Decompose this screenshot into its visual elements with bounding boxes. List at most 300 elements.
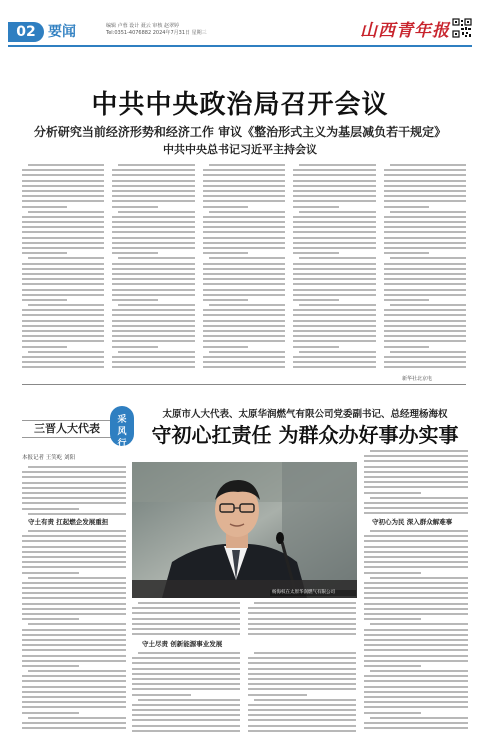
text-line xyxy=(370,623,468,625)
text-line xyxy=(112,174,194,176)
text-line xyxy=(384,221,466,223)
section-name: 要闻 xyxy=(48,24,76,40)
feature-text-column xyxy=(248,652,356,736)
text-line xyxy=(22,572,79,574)
text-line xyxy=(364,597,468,599)
lead-story-byline: 新华社北京电 xyxy=(402,376,433,382)
text-line xyxy=(299,304,375,306)
text-line xyxy=(293,309,375,311)
text-line xyxy=(112,200,194,202)
column-badge xyxy=(22,415,130,449)
text-line xyxy=(22,366,104,368)
text-line xyxy=(364,492,421,494)
text-line xyxy=(364,655,468,657)
text-line xyxy=(248,633,356,635)
text-line xyxy=(293,299,338,301)
text-line xyxy=(293,278,375,280)
text-line xyxy=(112,206,157,208)
text-line xyxy=(364,507,468,509)
text-line xyxy=(132,618,240,620)
text-line xyxy=(132,657,240,659)
text-line xyxy=(299,211,375,213)
text-line xyxy=(293,231,375,233)
text-line xyxy=(22,283,104,285)
feature-text-column xyxy=(22,466,126,516)
text-line xyxy=(22,712,79,714)
text-line xyxy=(22,200,104,202)
text-line xyxy=(28,530,126,532)
text-line xyxy=(22,722,126,724)
text-line xyxy=(22,330,104,332)
text-line xyxy=(364,481,468,483)
text-line xyxy=(132,623,240,625)
text-line xyxy=(203,335,285,337)
text-line xyxy=(248,704,356,706)
text-line xyxy=(28,466,126,468)
text-line xyxy=(22,665,79,667)
text-line xyxy=(293,289,375,291)
text-line xyxy=(293,361,375,363)
text-line xyxy=(384,174,466,176)
text-line xyxy=(132,673,240,675)
text-line xyxy=(22,686,126,688)
text-line xyxy=(203,273,285,275)
feature-text-column xyxy=(364,450,468,516)
text-line xyxy=(203,169,285,171)
text-line xyxy=(203,309,285,311)
text-line xyxy=(112,320,194,322)
text-line xyxy=(209,164,285,166)
text-line xyxy=(364,561,468,563)
text-line xyxy=(118,211,194,213)
text-line xyxy=(370,577,468,579)
section-divider xyxy=(22,384,466,385)
text-line xyxy=(384,346,429,348)
text-line xyxy=(112,185,194,187)
text-line xyxy=(132,662,240,664)
text-line xyxy=(299,351,375,353)
text-line xyxy=(112,169,194,171)
feature-text-column xyxy=(364,530,468,736)
text-line xyxy=(22,471,126,473)
column-seal: 采 风 行 xyxy=(110,406,134,446)
text-line xyxy=(112,226,194,228)
text-line xyxy=(384,206,429,208)
text-line xyxy=(364,455,468,457)
text-line xyxy=(22,701,126,703)
text-line xyxy=(112,361,194,363)
photo-caption: 杨海权在太原华润燃气有限公司 xyxy=(270,590,356,596)
text-line xyxy=(22,273,104,275)
text-line xyxy=(364,540,468,542)
text-line xyxy=(203,289,285,291)
text-line xyxy=(22,299,67,301)
text-line xyxy=(293,325,375,327)
text-line xyxy=(22,492,126,494)
text-line xyxy=(299,257,375,259)
text-line xyxy=(364,629,468,631)
text-line xyxy=(209,257,285,259)
text-line xyxy=(22,174,104,176)
editor-credits xyxy=(106,23,207,37)
text-line xyxy=(112,309,194,311)
text-line xyxy=(364,712,421,714)
text-line xyxy=(209,211,285,213)
text-line xyxy=(364,603,468,605)
text-line xyxy=(112,283,194,285)
text-line xyxy=(384,190,466,192)
editor-line: 编辑 卢蓉 设计 聂云 审核 赵翠婷 xyxy=(106,23,179,29)
text-line xyxy=(203,206,248,208)
text-line xyxy=(384,247,466,249)
feature-reporter: 本报记者 王笑屹 刘阳 xyxy=(22,455,75,461)
text-line xyxy=(370,717,468,719)
text-line xyxy=(112,299,157,301)
text-line xyxy=(28,304,104,306)
text-line xyxy=(28,717,126,719)
text-column xyxy=(384,164,466,376)
text-line xyxy=(364,486,468,488)
text-line xyxy=(293,320,375,322)
text-line xyxy=(293,346,338,348)
text-line xyxy=(384,263,466,265)
text-line xyxy=(248,678,356,680)
text-line xyxy=(22,335,104,337)
text-line xyxy=(112,325,194,327)
text-line xyxy=(384,252,429,254)
text-line xyxy=(364,618,421,620)
text-line xyxy=(132,709,240,711)
text-line xyxy=(22,696,126,698)
text-line xyxy=(248,714,356,716)
text-line xyxy=(112,180,194,182)
text-line xyxy=(22,268,104,270)
text-line xyxy=(384,200,466,202)
text-line xyxy=(390,351,466,353)
text-line xyxy=(22,608,126,610)
text-line xyxy=(364,727,468,729)
text-line xyxy=(364,587,468,589)
text-line xyxy=(364,476,468,478)
text-line xyxy=(203,340,285,342)
text-line xyxy=(118,164,194,166)
text-line xyxy=(248,730,356,732)
text-line xyxy=(22,340,104,342)
text-line xyxy=(112,278,194,280)
text-line xyxy=(22,289,104,291)
text-line xyxy=(112,247,194,249)
text-line xyxy=(293,268,375,270)
text-line xyxy=(22,634,126,636)
text-line xyxy=(384,366,466,368)
text-line xyxy=(22,180,104,182)
text-line xyxy=(370,670,468,672)
text-line xyxy=(22,540,126,542)
text-line xyxy=(364,665,421,667)
text-column xyxy=(293,164,375,376)
text-line xyxy=(248,668,356,670)
text-line xyxy=(364,546,468,548)
feature-text-column xyxy=(132,602,240,638)
text-line xyxy=(293,242,375,244)
text-line xyxy=(22,497,126,499)
text-line xyxy=(22,487,126,489)
text-line xyxy=(22,535,126,537)
text-line xyxy=(384,195,466,197)
text-line xyxy=(203,366,285,368)
text-line xyxy=(22,551,126,553)
text-line xyxy=(22,618,79,620)
text-line xyxy=(112,273,194,275)
portrait-image xyxy=(132,462,357,598)
portrait-photo xyxy=(132,462,357,598)
text-line xyxy=(22,706,126,708)
text-line xyxy=(364,696,468,698)
text-line xyxy=(22,185,104,187)
text-line xyxy=(203,252,248,254)
text-line xyxy=(203,180,285,182)
text-line xyxy=(364,551,468,553)
text-line xyxy=(203,294,285,296)
text-line xyxy=(112,346,157,348)
text-line xyxy=(22,309,104,311)
text-line xyxy=(293,185,375,187)
text-line xyxy=(293,237,375,239)
text-line xyxy=(384,169,466,171)
text-line xyxy=(22,508,79,510)
headline-host-line: 中共中央总书记习近平主持会议 xyxy=(163,143,317,156)
text-line xyxy=(384,237,466,239)
text-line xyxy=(22,639,126,641)
text-line xyxy=(22,169,104,171)
text-line xyxy=(384,299,429,301)
text-line xyxy=(364,460,468,462)
text-line xyxy=(132,730,240,732)
text-line xyxy=(22,325,104,327)
text-line xyxy=(132,704,240,706)
text-line xyxy=(384,216,466,218)
feature-text-column xyxy=(132,652,240,736)
text-line xyxy=(384,242,466,244)
text-line xyxy=(112,237,194,239)
text-line xyxy=(248,673,356,675)
text-line xyxy=(203,221,285,223)
text-line xyxy=(384,185,466,187)
text-line xyxy=(384,314,466,316)
text-line xyxy=(112,366,194,368)
text-line xyxy=(22,216,104,218)
page-number: 02 xyxy=(8,22,44,42)
text-line xyxy=(203,299,248,301)
text-line xyxy=(293,314,375,316)
text-line xyxy=(28,211,104,213)
text-line xyxy=(203,314,285,316)
text-line xyxy=(384,320,466,322)
text-line xyxy=(364,675,468,677)
text-line xyxy=(254,652,356,654)
text-line xyxy=(28,577,126,579)
text-line xyxy=(132,683,240,685)
text-line xyxy=(254,699,356,701)
newspaper-logo: 山西青年报 xyxy=(360,21,450,41)
text-line xyxy=(132,719,240,721)
text-line xyxy=(390,211,466,213)
text-line xyxy=(293,330,375,332)
text-line xyxy=(22,691,126,693)
text-line xyxy=(22,561,126,563)
text-line xyxy=(384,335,466,337)
text-line xyxy=(112,221,194,223)
text-line xyxy=(248,719,356,721)
text-line xyxy=(384,361,466,363)
qr-code-icon xyxy=(452,18,472,38)
text-line xyxy=(203,190,285,192)
column-title: 三晋人大代表 xyxy=(22,420,112,438)
text-line xyxy=(138,602,240,604)
text-line xyxy=(384,325,466,327)
text-line xyxy=(293,180,375,182)
text-line xyxy=(22,655,126,657)
text-line xyxy=(132,633,240,635)
text-line xyxy=(22,231,104,233)
text-line xyxy=(248,694,307,696)
text-line xyxy=(364,512,468,514)
text-line xyxy=(22,597,126,599)
text-line xyxy=(254,602,356,604)
text-line xyxy=(203,247,285,249)
text-line xyxy=(364,680,468,682)
text-line xyxy=(132,694,191,696)
text-line xyxy=(370,450,468,452)
text-line xyxy=(22,263,104,265)
text-line xyxy=(293,174,375,176)
text-line xyxy=(203,330,285,332)
text-line xyxy=(248,709,356,711)
text-line xyxy=(132,678,240,680)
masthead xyxy=(8,22,472,44)
text-line xyxy=(293,263,375,265)
text-line xyxy=(384,180,466,182)
text-line xyxy=(248,623,356,625)
text-line xyxy=(132,607,240,609)
text-line xyxy=(364,649,468,651)
text-line xyxy=(112,294,194,296)
text-line xyxy=(132,612,240,614)
text-line xyxy=(112,289,194,291)
text-line xyxy=(22,226,104,228)
text-line xyxy=(364,701,468,703)
text-line xyxy=(203,278,285,280)
text-line xyxy=(364,582,468,584)
text-line xyxy=(22,237,104,239)
text-line xyxy=(364,634,468,636)
text-line xyxy=(248,607,356,609)
text-line xyxy=(22,242,104,244)
text-line xyxy=(364,471,468,473)
text-line xyxy=(364,639,468,641)
text-line xyxy=(370,530,468,532)
text-line xyxy=(293,221,375,223)
text-line xyxy=(390,164,466,166)
text-line xyxy=(112,335,194,337)
masthead-rule xyxy=(8,45,472,47)
text-line xyxy=(22,221,104,223)
text-line xyxy=(22,566,126,568)
text-column xyxy=(203,164,285,376)
text-line xyxy=(248,662,356,664)
text-line xyxy=(22,556,126,558)
main-headline: 中共中央政治局召开会议 xyxy=(91,90,389,120)
text-line xyxy=(203,174,285,176)
text-line xyxy=(293,356,375,358)
text-line xyxy=(22,294,104,296)
text-line xyxy=(293,247,375,249)
text-line xyxy=(364,613,468,615)
text-line xyxy=(384,283,466,285)
text-line xyxy=(293,366,375,368)
text-line xyxy=(248,683,356,685)
text-line xyxy=(112,195,194,197)
text-line xyxy=(364,722,468,724)
text-line xyxy=(293,294,375,296)
feature-text-column xyxy=(22,530,126,736)
text-line xyxy=(293,340,375,342)
text-line xyxy=(22,582,126,584)
text-line xyxy=(22,613,126,615)
text-line xyxy=(112,242,194,244)
text-line xyxy=(209,351,285,353)
text-line xyxy=(248,618,356,620)
text-line xyxy=(22,346,67,348)
text-line xyxy=(132,714,240,716)
text-line xyxy=(138,652,240,654)
text-line xyxy=(364,535,468,537)
text-line xyxy=(293,216,375,218)
text-line xyxy=(364,502,468,504)
text-line xyxy=(28,351,104,353)
text-line xyxy=(203,356,285,358)
text-line xyxy=(384,278,466,280)
text-line xyxy=(22,356,104,358)
text-line xyxy=(138,699,240,701)
text-line xyxy=(248,725,356,727)
text-line xyxy=(364,691,468,693)
text-line xyxy=(203,231,285,233)
text-line xyxy=(118,257,194,259)
text-line xyxy=(293,273,375,275)
text-line xyxy=(293,200,375,202)
text-line xyxy=(112,263,194,265)
text-line xyxy=(248,688,356,690)
text-line xyxy=(364,608,468,610)
text-line xyxy=(384,356,466,358)
text-line xyxy=(370,497,468,499)
feature-kicker: 太原市人大代表、太原华润燃气有限公司党委副书记、总经理杨海权 xyxy=(162,409,448,420)
contact-date-line: Tel:0351-4076882 2024年7月31日 星期三 xyxy=(106,30,207,36)
text-line xyxy=(390,304,466,306)
text-line xyxy=(384,231,466,233)
text-line xyxy=(384,226,466,228)
text-line xyxy=(203,320,285,322)
text-line xyxy=(384,340,466,342)
feature-title: 守初心扛责任 为群众办好事办实事 xyxy=(151,423,459,447)
text-line xyxy=(203,325,285,327)
text-column xyxy=(22,164,104,376)
text-line xyxy=(203,263,285,265)
feature-text-column xyxy=(248,602,356,638)
text-line xyxy=(22,644,126,646)
text-line xyxy=(364,660,468,662)
